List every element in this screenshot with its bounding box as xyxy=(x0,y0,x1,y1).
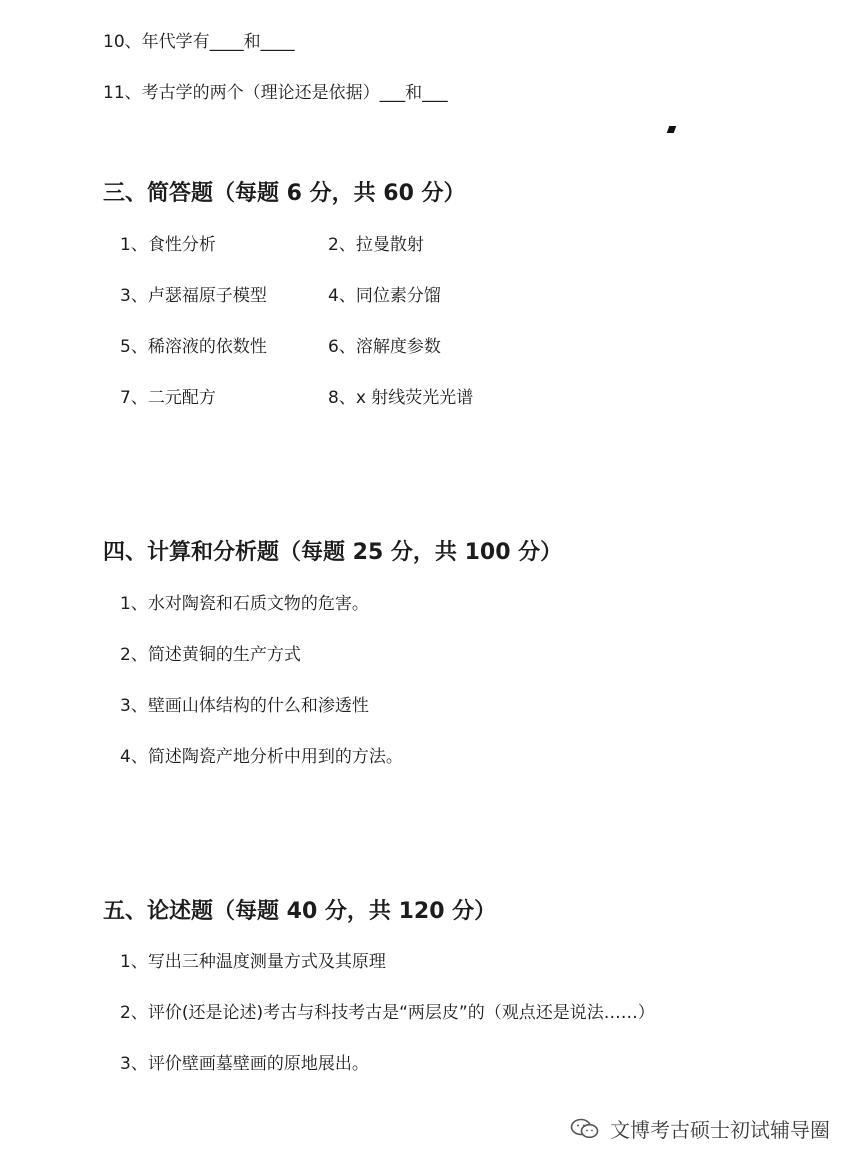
short-answer-item: 6、溶解度参数 xyxy=(328,337,441,357)
short-answer-item: 1、食性分析 xyxy=(120,235,216,255)
fill-blank-11: 11、考古学的两个（理论还是依据）___和___ xyxy=(103,83,448,103)
analysis-item: 3、壁画山体结构的什么和渗透性 xyxy=(120,696,369,716)
short-answer-item: 5、稀溶液的依数性 xyxy=(120,337,267,357)
watermark-footer xyxy=(570,1114,830,1143)
short-answer-item: 7、二元配方 xyxy=(120,388,216,408)
wechat-icon xyxy=(570,1118,600,1140)
section-heading-short-answer: 三、简答题（每题 6 分，共 60 分） xyxy=(103,181,466,206)
fill-blank-10: 10、年代学有____和____ xyxy=(103,32,295,52)
essay-item: 1、写出三种温度测量方式及其原理 xyxy=(120,952,386,972)
analysis-item: 1、水对陶瓷和石质文物的危害。 xyxy=(120,594,369,614)
account-name: 文博考古硕士初试辅导圈 xyxy=(610,1118,830,1142)
essay-item: 3、评价壁画墓壁画的原地展出。 xyxy=(120,1054,369,1074)
short-answer-item: 8、x 射线荧光光谱 xyxy=(328,388,474,408)
analysis-item: 4、简述陶瓷产地分析中用到的方法。 xyxy=(120,747,403,767)
short-answer-item: 3、卢瑟福原子模型 xyxy=(120,286,267,306)
section-heading-essay: 五、论述题（每题 40 分，共 120 分） xyxy=(103,899,497,924)
short-answer-item: 4、同位素分馏 xyxy=(328,286,441,306)
scan-mark xyxy=(667,126,677,133)
section-heading-analysis: 四、计算和分析题（每题 25 分，共 100 分） xyxy=(103,540,563,565)
essay-item: 2、评价(还是论述)考古与科技考古是“两层皮”的（观点还是说法……） xyxy=(120,1003,655,1023)
short-answer-item: 2、拉曼散射 xyxy=(328,235,424,255)
analysis-item: 2、简述黄铜的生产方式 xyxy=(120,645,301,665)
